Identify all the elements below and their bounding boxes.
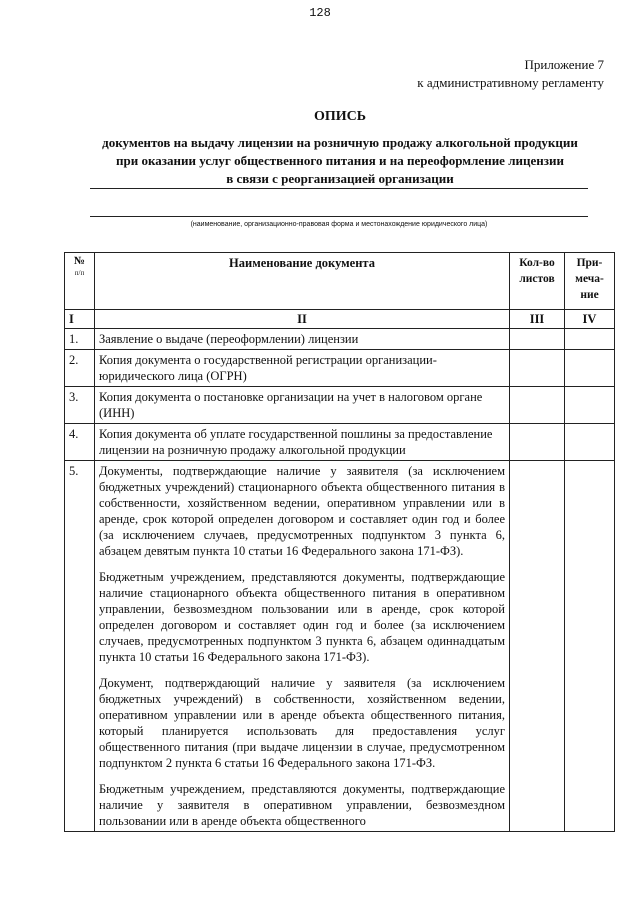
roman-numeral-row: [65, 310, 615, 329]
row-number: 1.: [65, 329, 95, 350]
title-line-3: в связи с реорганизацией организации: [226, 171, 454, 186]
header-sheet-count: Кол-во листов: [510, 253, 565, 310]
table-header-row: [65, 253, 615, 310]
table-row: [65, 387, 615, 424]
table-row: [65, 350, 615, 387]
row5-paragraph-1: Документы, подтверждающие наличие у заявителя (за исключением бюджетных учреждений) стационарного объекта общественного питания в собственности, хозяйственном ведении, оперативном управлении или в аренде, срок которой определен договором и составляет один год и более (за исключением случаев, предусмотренных подпунктом 3 пункта 6, абзацем девятым пункта 10 статьи 16 Федерального закона 171-ФЗ).: [99, 464, 505, 558]
header-document-name: Наименование документа: [95, 253, 510, 310]
row-number: 5.: [65, 461, 95, 832]
roman-col-4: IV: [565, 310, 615, 329]
documents-table: [64, 252, 615, 832]
fill-line-1: [90, 188, 588, 189]
annex-line-2: к административному регламенту: [417, 75, 604, 90]
table-row: [65, 424, 615, 461]
document-title: [60, 108, 620, 188]
row-sheet-count-cell[interactable]: [510, 329, 565, 350]
title-main: ОПИСЬ: [313, 109, 367, 124]
title-line-1: документов на выдачу лицензии на розничную продажу алкогольной продукции: [102, 135, 578, 150]
roman-col-2: II: [95, 310, 510, 329]
row5-paragraph-2: Бюджетным учреждением, представляются документы, подтверждающие наличие стационарного объекта общественного питания в оперативном управлении, безвозмездном пользовании или в аренде, срок которой определен договором и составляет один год и более (за исключением случаев, предусмотренных подпунктом 3 пункта 6, абзацем одиннадцатым пункта 10 статьи 16 Федерального закона 171-ФЗ).: [99, 570, 505, 664]
row-note-cell[interactable]: [565, 350, 615, 387]
row-sheet-count-cell[interactable]: [510, 387, 565, 424]
row-document: Заявление о выдаче (переоформлении) лицензии: [95, 329, 510, 350]
row5-paragraph-4: Бюджетным учреждением, представляются документы, подтверждающие наличие у заявителя в оперативном управлении, безвозмездном пользовании или в аренде объекта общественного: [99, 782, 505, 828]
row-number: 3.: [65, 387, 95, 424]
fill-line-caption: (наименование, организационно-правовая форма и местонахождение юридического лица): [190, 221, 488, 228]
row-note-cell[interactable]: [565, 424, 615, 461]
row5-paragraph-3: Документ, подтверждающий наличие у заявителя (за исключением бюджетных учреждений) в собственности, хозяйственном ведении, оперативном управлении или в аренде объекта общественного питания, который планируется использовать для предоставления услуг общественного питания (при выдаче лицензии в случае, предусмотренном подпунктом 2 пункта 6 статьи 16 Федерального закона 171-ФЗ.: [99, 676, 505, 770]
row-document: Копия документа об уплате государственной пошлины за предоставление лицензии на розничную продажу алкогольной продукции: [95, 424, 510, 461]
title-line-2: при оказании услуг общественного питания и на переоформление лицензии: [116, 153, 564, 168]
header-number-sub: п/п: [74, 269, 85, 277]
row-note-cell[interactable]: [565, 461, 615, 832]
header-number: [65, 253, 95, 310]
row-sheet-count-cell[interactable]: [510, 424, 565, 461]
fill-line-2: [90, 216, 588, 217]
roman-col-1: I: [65, 310, 95, 329]
row-sheet-count-cell[interactable]: [510, 461, 565, 832]
row-number: 4.: [65, 424, 95, 461]
header-number-symbol: №: [73, 255, 86, 267]
header-note: При-меча-ние: [565, 253, 615, 310]
table-row: [65, 461, 615, 832]
row-sheet-count-cell[interactable]: [510, 350, 565, 387]
row-document: [95, 461, 510, 832]
annex-line-1: Приложение 7: [524, 57, 604, 72]
table-row: [65, 329, 615, 350]
row-note-cell[interactable]: [565, 329, 615, 350]
row-document: Копия документа о постановке организации на учет в налоговом органе (ИНН): [95, 387, 510, 424]
page-number: 128: [309, 6, 331, 20]
roman-col-3: III: [510, 310, 565, 329]
row-number: 2.: [65, 350, 95, 387]
row-note-cell[interactable]: [565, 387, 615, 424]
annex-header: [417, 56, 604, 92]
row-document: Копия документа о государственной регистрации организации-юридического лица (ОГРН): [95, 350, 510, 387]
